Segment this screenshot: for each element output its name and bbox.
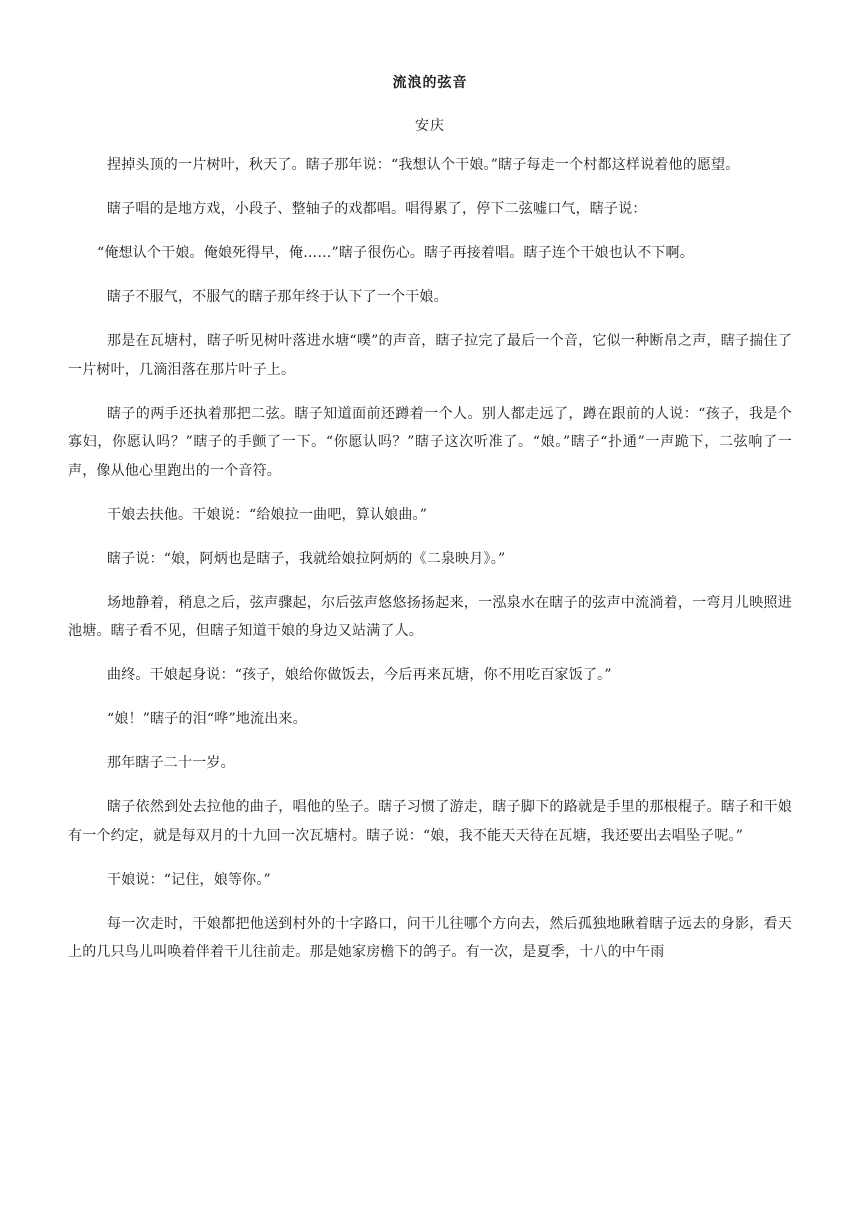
paragraph: 场地静着，稍息之后，弦声骤起，尔后弦声悠悠扬扬起来，一泓泉水在瞎子的弦声中流淌着，一弯月儿映照进池塘。瞎子看不见，但瞎子知道干娘的身边又站满了人。 (68, 594, 792, 639)
paragraph: 捏掉头顶的一片树叶，秋天了。瞎子那年说：“我想认个干娘。”瞎子每走一个村都这样说着他的愿望。 (107, 157, 740, 173)
document-body (68, 151, 792, 967)
paragraph: 瞎子说：“娘，阿炳也是瞎子，我就给娘拉阿炳的《二泉映月》。” (107, 550, 506, 567)
paragraph: 瞎子的两手还执着那把二弦。瞎子知道面前还蹲着一个人。别人都走远了，蹲在跟前的人说：“孩子，我是个寡妇，你愿认吗？”瞎子的手颤了一下。“你愿认吗？”瞎子这次听准了。“娘。”瞎子“扑通”一声跪下，二弦响了一声，像从他心里跑出的一个音符。 (68, 405, 792, 479)
paragraph: 瞎子唱的是地方戏，小段子、整轴子的戏都唱。唱得累了，停下二弦嘘口气，瞎子说： (107, 201, 647, 217)
paragraph: 干娘去扶他。干娘说：“给娘拉一曲吧，算认娘曲。” (107, 506, 428, 523)
paragraph: 瞎子不服气，不服气的瞎子那年终于认下了一个干娘。 (107, 289, 448, 305)
paragraph: 那年瞎子二十一岁。 (107, 755, 235, 771)
document-author: 安庆 (415, 118, 445, 134)
paragraph: “俺想认个干娘。俺娘死得早，俺……”瞎子很伤心。瞎子再接着唱。瞎子连个干娘也认不下啊。 (97, 245, 694, 261)
paragraph: 每一次走时，干娘都把他送到村外的十字路口，问干儿往哪个方向去，然后孤独地瞅着瞎子远去的身影，看天上的几只鸟儿叫唤着伴着干儿往前走。那是她家房檐下的鸽子。有一次，是夏季，十八的中午雨 (68, 915, 792, 960)
document-title: 流浪的弦音 (392, 75, 468, 91)
paragraph: 干娘说：“记住，娘等你。” (107, 871, 271, 888)
paragraph: 曲终。干娘起身说：“孩子，娘给你做饭去，今后再来瓦塘，你不用吃百家饭了。” (107, 667, 612, 683)
paragraph: 瞎子依然到处去拉他的曲子，唱他的坠子。瞎子习惯了游走，瞎子脚下的路就是手里的那根棍子。瞎子和干娘有一个约定，就是每双月的十九回一次瓦塘村。瞎子说：“娘，我不能天天待在瓦塘，我还要出去唱坠子呢。” (68, 799, 792, 844)
paragraph: 那是在瓦塘村，瞎子听见树叶落进水塘“噗”的声音，瞎子拉完了最后一个音，它似一种断帛之声，瞎子揣住了一片树叶，几滴泪落在那片叶子上。 (68, 333, 792, 378)
paragraph: “娘！”瞎子的泪“哗”地流出来。 (107, 711, 307, 727)
